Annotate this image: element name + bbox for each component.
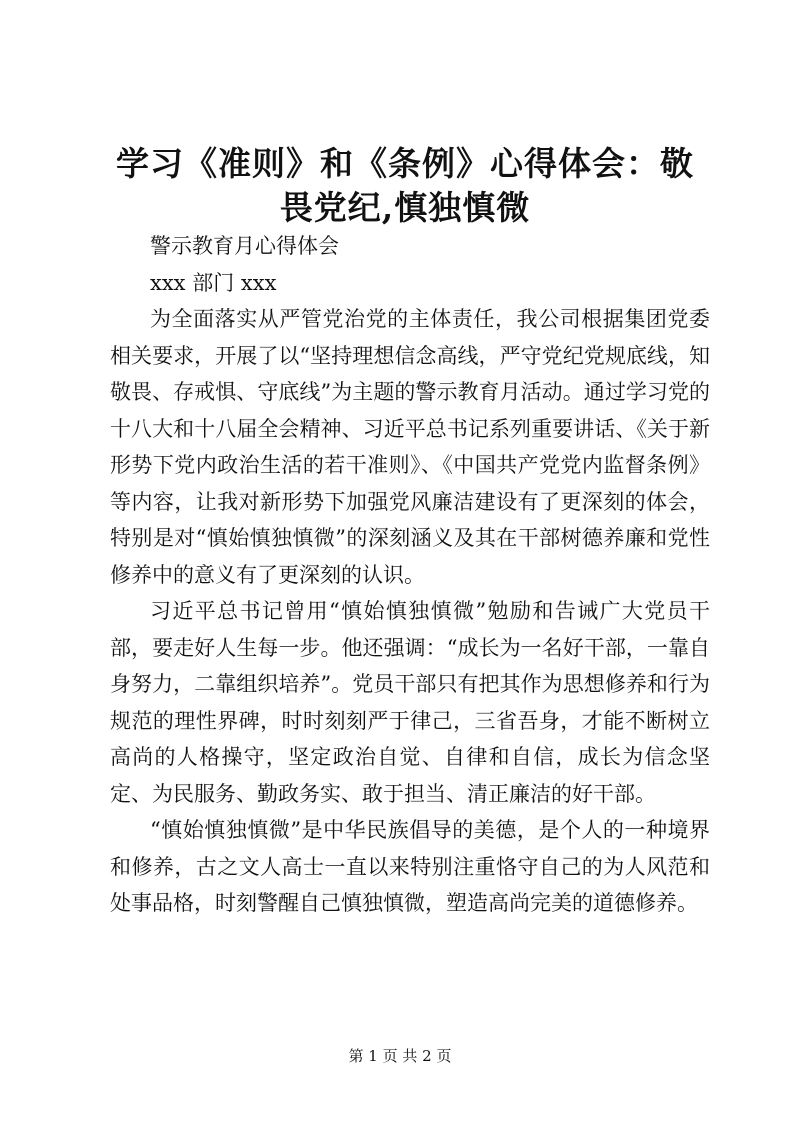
author-line: xxx 部门 xxx [150, 270, 277, 295]
subtitle: 警示教育月心得体会 [150, 234, 339, 258]
document-title: 学习《准则》和《条例》心得体会：敬畏党纪,慎独慎微 [116, 144, 694, 227]
document-body [110, 228, 710, 922]
page-footer: 第 1 页 共 2 页 [348, 1047, 452, 1065]
paragraph-2: 习近平总书记曾用“慎始慎独慎微”勉励和告诫广大党员干部，要走好人生每一步。他还强调：“成长为一名好干部，一靠自身努力，二靠组织培养”。党员干部只有把其作为思想修养和行为规范的理性界碑，时时刻刻严于律己，三省吾身，才能不断树立高尚的人格操守，坚定政治自觉、自律和自信，成长为信念坚定、为民服务、勤政务实、敢于担当、清正廉洁的好干部。 [110, 599, 710, 806]
paragraph-1: 为全面落实从严管党治党的主体责任，我公司根据集团党委相关要求，开展了以“坚持理想信念高线，严守党纪党规底线，知敬畏、存戒惧、守底线”为主题的警示教育月活动。通过学习党的十八大和十八届全会精神、习近平总书记系列重要讲话、《关于新形势下党内政治生活的若干准则》、《中国共产党党内监督条例》等内容，让我对新形势下加强党风廉洁建设有了更深刻的体会，特别是对“慎始慎独慎微”的深刻涵义及其在干部树德养廉和党性修养中的意义有了更深刻的认识。 [110, 307, 710, 587]
paragraph-3: “慎始慎独慎微”是中华民族倡导的美德，是个人的一种境界和修养，古之文人高士一直以来特别注重恪守自己的为人风范和处事品格，时刻警醒自己慎独慎微，塑造高尚完美的道德修养。 [110, 818, 710, 915]
